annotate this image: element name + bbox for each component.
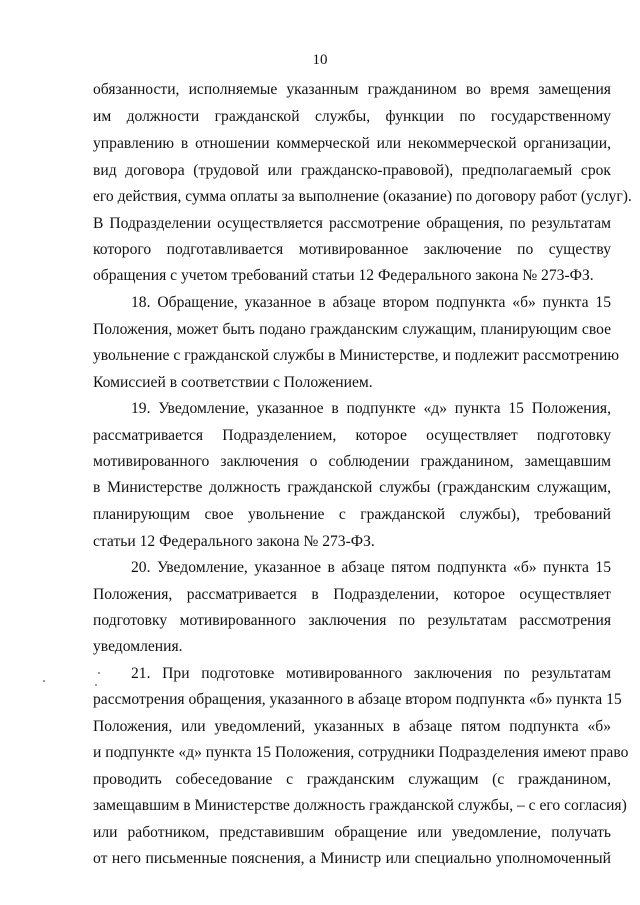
text-line: или работником, представившим обращение или уведомление, получать [93,824,611,841]
text-line: вид договора (трудовой или гражданско-правовой), предполагаемый срок [93,162,611,179]
text-line: обращения с учетом требований статьи 12 Федерального закона № 273-ФЗ. [93,267,594,284]
text-line: рассмотрения обращения, указанного в абзаце втором подпункта «б» пункта 15 [93,691,622,708]
text-line: планирующим свое увольнение с гражданской службы), требований [93,506,611,523]
text-line: статьи 12 Федерального закона № 273-ФЗ. [93,533,375,550]
text-line: Положения, может быть подано гражданским служащим, планирующим свое [93,321,611,338]
text-line: увольнение с гражданской службы в Министерстве, и подлежит рассмотрению [93,347,619,364]
text-line: им должности гражданской службы, функции по государственному [93,108,611,125]
paragraph-18-start: 18. Обращение, указанное в абзаце втором подпункта «б» пункта 15 [131,294,611,311]
text-line: управлению в отношении коммерческой или некоммерческой организации, [93,135,611,152]
scan-speck [43,680,45,682]
scan-speck [98,672,100,674]
text-line: уведомления. [93,638,183,655]
paragraph-21-start: 21. При подготовке мотивированного заключения по результатам [131,665,611,682]
page-number: 10 [312,52,328,68]
text-line: Положения, или уведомлений, указанных в абзаце пятом подпункта «б» [93,718,611,735]
text-line: и подпункте «д» пункта 15 Положения, сотрудники Подразделения имеют право [93,744,629,761]
paragraph-19-start: 19. Уведомление, указанное в подпункте «д» пункта 15 Положения, [131,400,611,417]
text-line: которого подготавливается мотивированное заключение по существу [93,241,611,258]
text-line: в Министерстве должность гражданской службы (гражданским служащим, [93,479,611,496]
text-line: Положения, рассматривается в Подразделении, которое осуществляет [93,586,611,603]
text-line: Комиссией в соответствии с Положением. [93,374,373,391]
paragraph-20-start: 20. Уведомление, указанное в абзаце пятом подпункта «б» пункта 15 [131,559,611,576]
text-line: замещавшим в Министерстве должность гражданской службы, – с его согласия) [93,797,627,814]
text-line: мотивированного заключения о соблюдении гражданином, замещавшим [93,453,611,470]
text-line: его действия, сумма оплаты за выполнение (оказание) по договору работ (услуг). [93,188,632,205]
text-line: В Подразделении осуществляется рассмотрение обращения, по результатам [93,215,611,232]
text-line: обязанности, исполняемые указанным гражданином во время замещения [93,81,611,98]
scan-speck [95,684,97,686]
text-line: подготовку мотивированного заключения по результатам рассмотрения [93,612,611,629]
text-line: от него письменные пояснения, а Министр или специально уполномоченный [93,850,611,867]
text-line: проводить собеседование с гражданским служащим (с гражданином, [93,771,611,788]
text-line: рассматривается Подразделением, которое осуществляет подготовку [93,427,611,444]
